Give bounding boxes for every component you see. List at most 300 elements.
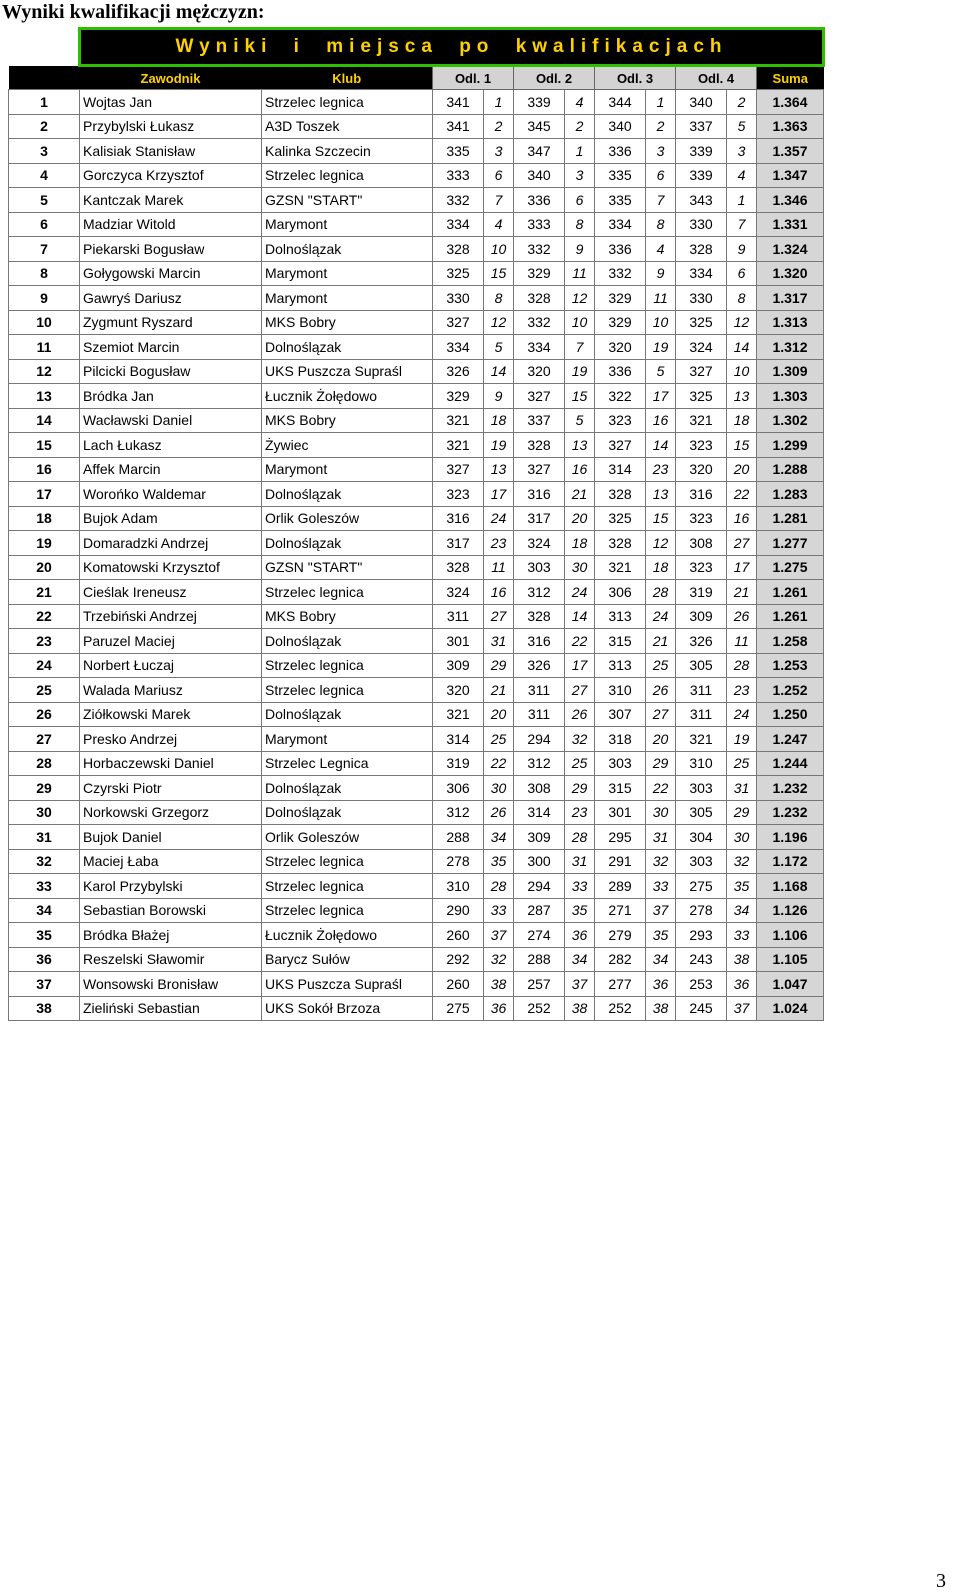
sum-cell: 1.261 xyxy=(757,604,824,629)
table-row xyxy=(9,972,824,997)
odl2-rank: 24 xyxy=(565,580,595,605)
odl1-rank: 23 xyxy=(484,531,514,556)
name-cell: Zygmunt Ryszard xyxy=(80,310,262,335)
odl1-rank: 31 xyxy=(484,629,514,654)
odl1-rank: 13 xyxy=(484,457,514,482)
name-cell: Wojtas Jan xyxy=(80,90,262,115)
odl2-score: 337 xyxy=(514,408,565,433)
odl3-score: 252 xyxy=(595,996,646,1021)
header-row xyxy=(9,66,824,90)
odl3-rank: 20 xyxy=(646,727,676,752)
club-cell: Strzelec legnica xyxy=(262,90,433,115)
place-cell: 10 xyxy=(9,310,80,335)
sum-cell: 1.281 xyxy=(757,506,824,531)
odl4-score: 309 xyxy=(676,604,727,629)
odl4-score: 305 xyxy=(676,800,727,825)
table-row xyxy=(9,212,824,237)
odl2-rank: 37 xyxy=(565,972,595,997)
odl4-score: 308 xyxy=(676,531,727,556)
odl2-score: 312 xyxy=(514,751,565,776)
odl1-score: 309 xyxy=(433,653,484,678)
odl1-score: 260 xyxy=(433,972,484,997)
odl2-score: 300 xyxy=(514,849,565,874)
sum-cell: 1.126 xyxy=(757,898,824,923)
odl1-score: 288 xyxy=(433,825,484,850)
odl4-rank: 30 xyxy=(727,825,757,850)
place-cell: 28 xyxy=(9,751,80,776)
sum-cell: 1.346 xyxy=(757,188,824,213)
odl2-rank: 9 xyxy=(565,237,595,262)
odl1-score: 310 xyxy=(433,874,484,899)
sum-cell: 1.320 xyxy=(757,261,824,286)
place-cell: 1 xyxy=(9,90,80,115)
odl3-rank: 16 xyxy=(646,408,676,433)
table-row xyxy=(9,114,824,139)
odl3-rank: 26 xyxy=(646,678,676,703)
place-cell: 23 xyxy=(9,629,80,654)
odl3-score: 328 xyxy=(595,531,646,556)
table-row xyxy=(9,923,824,948)
club-cell: Żywiec xyxy=(262,433,433,458)
odl2-rank: 5 xyxy=(565,408,595,433)
odl4-rank: 31 xyxy=(727,776,757,801)
name-cell: Trzebiński Andrzej xyxy=(80,604,262,629)
odl2-score: 333 xyxy=(514,212,565,237)
odl2-rank: 11 xyxy=(565,261,595,286)
name-cell: Sebastian Borowski xyxy=(80,898,262,923)
sum-cell: 1.196 xyxy=(757,825,824,850)
page-number: 3 xyxy=(936,1570,946,1592)
odl2-score: 311 xyxy=(514,702,565,727)
name-cell: Bródka Błażej xyxy=(80,923,262,948)
place-cell: 13 xyxy=(9,384,80,409)
name-cell: Maciej Łaba xyxy=(80,849,262,874)
odl4-rank: 11 xyxy=(727,629,757,654)
club-cell: Dolnoślązak xyxy=(262,335,433,360)
odl2-score: 320 xyxy=(514,359,565,384)
table-row xyxy=(9,800,824,825)
odl4-rank: 38 xyxy=(727,947,757,972)
odl4-rank: 4 xyxy=(727,163,757,188)
odl4-score: 253 xyxy=(676,972,727,997)
table-row xyxy=(9,996,824,1021)
sum-cell: 1.312 xyxy=(757,335,824,360)
odl3-score: 332 xyxy=(595,261,646,286)
name-cell: Reszelski Sławomir xyxy=(80,947,262,972)
club-cell: GZSN "START" xyxy=(262,188,433,213)
odl2-rank: 36 xyxy=(565,923,595,948)
odl2-score: 317 xyxy=(514,506,565,531)
odl1-rank: 19 xyxy=(484,433,514,458)
odl2-score: 328 xyxy=(514,604,565,629)
odl3-score: 313 xyxy=(595,653,646,678)
header-klub: Klub xyxy=(262,66,433,90)
table-row xyxy=(9,776,824,801)
odl4-score: 330 xyxy=(676,286,727,311)
place-cell: 2 xyxy=(9,114,80,139)
odl1-rank: 33 xyxy=(484,898,514,923)
odl2-rank: 38 xyxy=(565,996,595,1021)
odl1-rank: 37 xyxy=(484,923,514,948)
sum-cell: 1.250 xyxy=(757,702,824,727)
odl4-score: 325 xyxy=(676,384,727,409)
name-cell: Bródka Jan xyxy=(80,384,262,409)
odl1-rank: 29 xyxy=(484,653,514,678)
odl3-score: 310 xyxy=(595,678,646,703)
odl2-score: 314 xyxy=(514,800,565,825)
table-row xyxy=(9,139,824,164)
odl3-rank: 8 xyxy=(646,212,676,237)
place-cell: 19 xyxy=(9,531,80,556)
name-cell: Zieliński Sebastian xyxy=(80,996,262,1021)
odl1-score: 329 xyxy=(433,384,484,409)
odl2-score: 347 xyxy=(514,139,565,164)
odl1-rank: 35 xyxy=(484,849,514,874)
odl2-score: 287 xyxy=(514,898,565,923)
odl2-score: 327 xyxy=(514,457,565,482)
sum-cell: 1.247 xyxy=(757,727,824,752)
odl1-score: 328 xyxy=(433,555,484,580)
odl3-score: 314 xyxy=(595,457,646,482)
odl2-score: 324 xyxy=(514,531,565,556)
odl4-rank: 3 xyxy=(727,139,757,164)
odl4-rank: 25 xyxy=(727,751,757,776)
odl2-rank: 31 xyxy=(565,849,595,874)
sum-cell: 1.105 xyxy=(757,947,824,972)
place-cell: 25 xyxy=(9,678,80,703)
club-cell: Marymont xyxy=(262,457,433,482)
banner-spacer xyxy=(9,29,80,66)
place-cell: 30 xyxy=(9,800,80,825)
odl2-rank: 30 xyxy=(565,555,595,580)
odl4-score: 339 xyxy=(676,139,727,164)
place-cell: 12 xyxy=(9,359,80,384)
name-cell: Gołygowski Marcin xyxy=(80,261,262,286)
odl4-score: 311 xyxy=(676,678,727,703)
name-cell: Szemiot Marcin xyxy=(80,335,262,360)
odl1-rank: 22 xyxy=(484,751,514,776)
club-cell: Dolnoślązak xyxy=(262,629,433,654)
odl4-score: 334 xyxy=(676,261,727,286)
name-cell: Horbaczewski Daniel xyxy=(80,751,262,776)
odl4-score: 311 xyxy=(676,702,727,727)
odl4-rank: 36 xyxy=(727,972,757,997)
table-row xyxy=(9,163,824,188)
odl3-score: 336 xyxy=(595,139,646,164)
table-row xyxy=(9,629,824,654)
odl2-rank: 13 xyxy=(565,433,595,458)
odl2-rank: 28 xyxy=(565,825,595,850)
table-row xyxy=(9,751,824,776)
sum-cell: 1.172 xyxy=(757,849,824,874)
odl1-score: 334 xyxy=(433,335,484,360)
table-row xyxy=(9,261,824,286)
odl1-score: 301 xyxy=(433,629,484,654)
odl1-score: 278 xyxy=(433,849,484,874)
club-cell: Dolnoślązak xyxy=(262,800,433,825)
odl2-score: 326 xyxy=(514,653,565,678)
place-cell: 3 xyxy=(9,139,80,164)
sum-cell: 1.331 xyxy=(757,212,824,237)
odl2-rank: 29 xyxy=(565,776,595,801)
club-cell: Strzelec legnica xyxy=(262,653,433,678)
name-cell: Norkowski Grzegorz xyxy=(80,800,262,825)
club-cell: Strzelec Legnica xyxy=(262,751,433,776)
odl3-score: 295 xyxy=(595,825,646,850)
odl2-rank: 16 xyxy=(565,457,595,482)
name-cell: Gorczyca Krzysztof xyxy=(80,163,262,188)
odl4-rank: 17 xyxy=(727,555,757,580)
place-cell: 26 xyxy=(9,702,80,727)
club-cell: A3D Toszek xyxy=(262,114,433,139)
odl4-score: 293 xyxy=(676,923,727,948)
odl1-rank: 14 xyxy=(484,359,514,384)
odl4-rank: 22 xyxy=(727,482,757,507)
odl3-rank: 2 xyxy=(646,114,676,139)
place-cell: 18 xyxy=(9,506,80,531)
sum-cell: 1.299 xyxy=(757,433,824,458)
odl3-score: 336 xyxy=(595,237,646,262)
header-odl3: Odl. 3 xyxy=(595,66,676,90)
table-row xyxy=(9,555,824,580)
odl2-rank: 7 xyxy=(565,335,595,360)
odl3-score: 271 xyxy=(595,898,646,923)
place-cell: 35 xyxy=(9,923,80,948)
odl2-rank: 2 xyxy=(565,114,595,139)
odl3-score: 329 xyxy=(595,286,646,311)
odl4-score: 323 xyxy=(676,506,727,531)
table-row xyxy=(9,286,824,311)
odl2-rank: 34 xyxy=(565,947,595,972)
club-cell: Dolnoślązak xyxy=(262,482,433,507)
odl4-rank: 21 xyxy=(727,580,757,605)
place-cell: 27 xyxy=(9,727,80,752)
odl4-rank: 32 xyxy=(727,849,757,874)
odl2-score: 294 xyxy=(514,727,565,752)
place-cell: 6 xyxy=(9,212,80,237)
sum-cell: 1.313 xyxy=(757,310,824,335)
odl2-score: 312 xyxy=(514,580,565,605)
odl1-rank: 7 xyxy=(484,188,514,213)
odl4-rank: 34 xyxy=(727,898,757,923)
odl1-score: 326 xyxy=(433,359,484,384)
odl3-rank: 21 xyxy=(646,629,676,654)
odl2-score: 336 xyxy=(514,188,565,213)
name-cell: Norbert Łuczaj xyxy=(80,653,262,678)
club-cell: Dolnoślązak xyxy=(262,237,433,262)
odl1-rank: 38 xyxy=(484,972,514,997)
odl1-score: 321 xyxy=(433,408,484,433)
odl3-rank: 32 xyxy=(646,849,676,874)
place-cell: 34 xyxy=(9,898,80,923)
odl1-rank: 20 xyxy=(484,702,514,727)
odl1-rank: 5 xyxy=(484,335,514,360)
odl3-rank: 6 xyxy=(646,163,676,188)
place-cell: 29 xyxy=(9,776,80,801)
odl3-score: 335 xyxy=(595,163,646,188)
odl3-score: 303 xyxy=(595,751,646,776)
odl2-score: 274 xyxy=(514,923,565,948)
header-place xyxy=(9,66,80,90)
header-odl4: Odl. 4 xyxy=(676,66,757,90)
odl1-score: 290 xyxy=(433,898,484,923)
odl1-rank: 18 xyxy=(484,408,514,433)
name-cell: Worońko Waldemar xyxy=(80,482,262,507)
odl1-score: 311 xyxy=(433,604,484,629)
name-cell: Domaradzki Andrzej xyxy=(80,531,262,556)
odl2-score: 332 xyxy=(514,310,565,335)
place-cell: 24 xyxy=(9,653,80,678)
odl1-score: 323 xyxy=(433,482,484,507)
odl3-score: 335 xyxy=(595,188,646,213)
odl2-score: 339 xyxy=(514,90,565,115)
odl3-rank: 22 xyxy=(646,776,676,801)
table-row xyxy=(9,237,824,262)
odl4-score: 321 xyxy=(676,408,727,433)
club-cell: Dolnoślązak xyxy=(262,531,433,556)
club-cell: GZSN "START" xyxy=(262,555,433,580)
odl2-score: 316 xyxy=(514,629,565,654)
sum-cell: 1.275 xyxy=(757,555,824,580)
odl1-rank: 1 xyxy=(484,90,514,115)
odl2-score: 340 xyxy=(514,163,565,188)
name-cell: Lach Łukasz xyxy=(80,433,262,458)
odl3-rank: 36 xyxy=(646,972,676,997)
place-cell: 9 xyxy=(9,286,80,311)
odl3-score: 327 xyxy=(595,433,646,458)
table-row xyxy=(9,898,824,923)
table-row xyxy=(9,849,824,874)
odl3-rank: 18 xyxy=(646,555,676,580)
odl2-rank: 35 xyxy=(565,898,595,923)
odl4-rank: 13 xyxy=(727,384,757,409)
odl4-rank: 28 xyxy=(727,653,757,678)
sum-cell: 1.024 xyxy=(757,996,824,1021)
name-cell: Komatowski Krzysztof xyxy=(80,555,262,580)
club-cell: Strzelec legnica xyxy=(262,874,433,899)
odl2-rank: 22 xyxy=(565,629,595,654)
name-cell: Kantczak Marek xyxy=(80,188,262,213)
place-cell: 8 xyxy=(9,261,80,286)
odl2-rank: 10 xyxy=(565,310,595,335)
odl4-score: 319 xyxy=(676,580,727,605)
club-cell: Strzelec legnica xyxy=(262,898,433,923)
odl4-score: 303 xyxy=(676,849,727,874)
odl2-score: 334 xyxy=(514,335,565,360)
club-cell: Strzelec legnica xyxy=(262,849,433,874)
sum-cell: 1.283 xyxy=(757,482,824,507)
club-cell: Orlik Goleszów xyxy=(262,506,433,531)
odl1-rank: 34 xyxy=(484,825,514,850)
odl4-score: 340 xyxy=(676,90,727,115)
place-cell: 11 xyxy=(9,335,80,360)
place-cell: 37 xyxy=(9,972,80,997)
place-cell: 16 xyxy=(9,457,80,482)
name-cell: Czyrski Piotr xyxy=(80,776,262,801)
table-row xyxy=(9,727,824,752)
odl3-rank: 15 xyxy=(646,506,676,531)
odl1-rank: 25 xyxy=(484,727,514,752)
sum-cell: 1.232 xyxy=(757,776,824,801)
page-title: Wyniki kwalifikacji mężczyzn: xyxy=(2,1,265,23)
odl4-score: 275 xyxy=(676,874,727,899)
odl4-rank: 2 xyxy=(727,90,757,115)
odl4-rank: 24 xyxy=(727,702,757,727)
odl3-score: 306 xyxy=(595,580,646,605)
odl3-score: 334 xyxy=(595,212,646,237)
odl4-score: 325 xyxy=(676,310,727,335)
odl4-rank: 12 xyxy=(727,310,757,335)
odl1-rank: 32 xyxy=(484,947,514,972)
name-cell: Kalisiak Stanisław xyxy=(80,139,262,164)
odl1-score: 260 xyxy=(433,923,484,948)
sum-cell: 1.106 xyxy=(757,923,824,948)
sum-cell: 1.309 xyxy=(757,359,824,384)
odl3-score: 289 xyxy=(595,874,646,899)
odl3-score: 325 xyxy=(595,506,646,531)
club-cell: MKS Bobry xyxy=(262,408,433,433)
odl3-score: 291 xyxy=(595,849,646,874)
odl3-score: 329 xyxy=(595,310,646,335)
odl1-rank: 30 xyxy=(484,776,514,801)
place-cell: 22 xyxy=(9,604,80,629)
odl1-score: 335 xyxy=(433,139,484,164)
odl2-rank: 33 xyxy=(565,874,595,899)
odl2-rank: 3 xyxy=(565,163,595,188)
odl3-score: 328 xyxy=(595,482,646,507)
odl2-rank: 14 xyxy=(565,604,595,629)
odl1-score: 317 xyxy=(433,531,484,556)
odl4-rank: 9 xyxy=(727,237,757,262)
sum-cell: 1.258 xyxy=(757,629,824,654)
name-cell: Walada Mariusz xyxy=(80,678,262,703)
odl3-score: 282 xyxy=(595,947,646,972)
place-cell: 5 xyxy=(9,188,80,213)
name-cell: Wacławski Daniel xyxy=(80,408,262,433)
odl3-score: 301 xyxy=(595,800,646,825)
table-row xyxy=(9,359,824,384)
odl4-score: 321 xyxy=(676,727,727,752)
sum-cell: 1.324 xyxy=(757,237,824,262)
odl3-rank: 38 xyxy=(646,996,676,1021)
name-cell: Affek Marcin xyxy=(80,457,262,482)
club-cell: Dolnoślązak xyxy=(262,776,433,801)
name-cell: Wonsowski Bronisław xyxy=(80,972,262,997)
name-cell: Karol Przybylski xyxy=(80,874,262,899)
odl4-score: 330 xyxy=(676,212,727,237)
odl3-rank: 1 xyxy=(646,90,676,115)
club-cell: Marymont xyxy=(262,261,433,286)
odl4-rank: 23 xyxy=(727,678,757,703)
odl3-rank: 25 xyxy=(646,653,676,678)
odl2-rank: 1 xyxy=(565,139,595,164)
odl3-rank: 12 xyxy=(646,531,676,556)
odl3-rank: 9 xyxy=(646,261,676,286)
banner-row xyxy=(9,29,824,66)
name-cell: Madziar Witold xyxy=(80,212,262,237)
odl1-rank: 12 xyxy=(484,310,514,335)
odl4-score: 243 xyxy=(676,947,727,972)
odl3-rank: 17 xyxy=(646,384,676,409)
place-cell: 33 xyxy=(9,874,80,899)
odl4-rank: 20 xyxy=(727,457,757,482)
odl2-rank: 17 xyxy=(565,653,595,678)
club-cell: Łucznik Żołędowo xyxy=(262,923,433,948)
odl2-rank: 18 xyxy=(565,531,595,556)
table-row xyxy=(9,531,824,556)
odl2-score: 311 xyxy=(514,678,565,703)
table-row xyxy=(9,457,824,482)
